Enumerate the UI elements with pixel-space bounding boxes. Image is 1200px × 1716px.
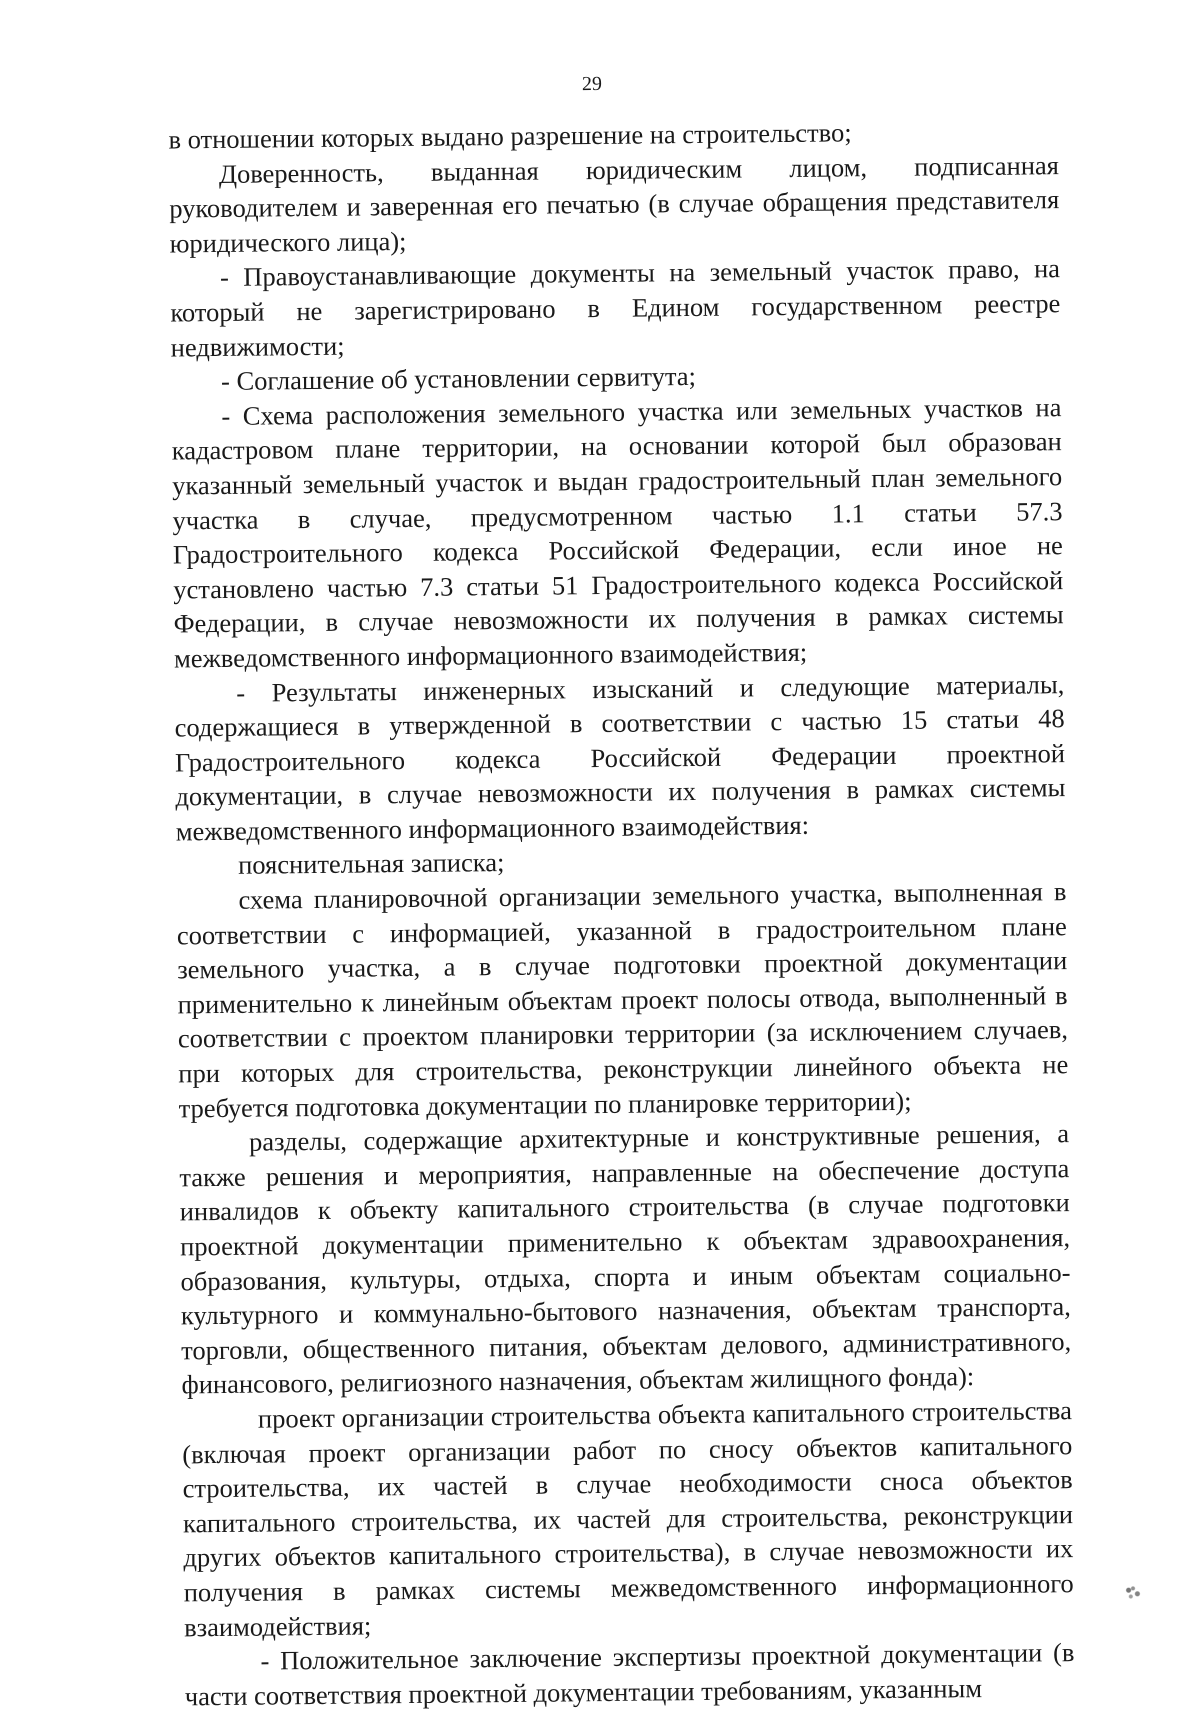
scan-speck bbox=[1122, 1583, 1144, 1601]
paragraph-expert-conclusion: - Положительное заключение экспертизы проектной документации (в части соответствия проектной документации требованиям, указанным bbox=[184, 1637, 1075, 1712]
paragraph-land-plot-scheme: - Схема расположения земельного участка или земельных участков на кадастровом плане территории, на основании которой был образован указанный земельный участок и выдан градостроительный план земельного участка в случае, предусмотренном частью 1.1 статьи 57.3 Градостроительного кодекса Российской Федерации, если иное не установлено частью 7.3 статьи 51 Градостроительного кодекса Российской Федерации, в случае невозможности их получения в рамках системы межведомственного информационного взаимодействия; bbox=[171, 391, 1064, 674]
paragraph-title-documents: - Правоустанавливающие документы на земельный участок право, на который не зарегистрировано в Едином государственном реестре недвижимости; bbox=[170, 253, 1061, 363]
paragraph-explanatory-note: пояснительная записка; bbox=[237, 847, 505, 881]
document-body bbox=[168, 113, 1075, 1714]
page-number: 29 bbox=[581, 72, 603, 96]
paragraph-construction-organization: проект организации строительства объекта капитального строительства (включая проект организации работ по сносу объектов капитального строительства, их частей в случае необходимости сноса объектов капитального строительства, их частей для строительства, реконструкции других объектов капитального строительства), в случае невозможности их получения в рамках системы межведомственного информационного взаимодействия; bbox=[182, 1395, 1074, 1642]
paragraph-survey-results: - Результаты инженерных изысканий и следующие материалы, содержащиеся в утвержденной в соответствии с частью 15 статьи 48 Градостроительного кодекса Российской Федерации проектной документации, в случае невозможности их получения в рамках системы межведомственного информационного взаимодействия: bbox=[174, 668, 1066, 847]
paragraph-architectural-sections: разделы, содержащие архитектурные и конструктивные решения, а также решения и мероприятия, направленные на обеспечение доступа инвалидов к объекту капитального строительства (в случае подготовки проектной документации применительно к объектам здравоохранения, образования, культуры, отдыха, спорта и иным объектам социально-культурного и коммунально-бытового назначения, объектам транспорта, торговли, общественного питания, объектам делового, административного, финансового, религиозного назначения, объектам жилищного фонда): bbox=[179, 1118, 1072, 1400]
paragraph-servitude-agreement: - Соглашение об установлении сервитута; bbox=[220, 361, 697, 397]
paragraph-continuation: в отношении которых выдано разрешение на строительство; bbox=[168, 117, 852, 155]
paragraph-power-of-attorney: Доверенность, выданная юридическим лицом, подписанная руководителем и заверенная его печатью (в случае обращения представителя юридического лица); bbox=[169, 149, 1060, 259]
paragraph-planning-scheme: схема планировочной организации земельного участка, выполненная в соответствии с информацией, указанной в градостроительном плане земельного участка, а в случае подготовки проектной документации применительно к линейным объектам проект полосы отвода, выполненный в соответствии с проектом планировки территории (за исключением случаев, при которых для строительства, реконструкции линейного объекта не требуется подготовка документации по планировке территории); bbox=[176, 876, 1069, 1124]
